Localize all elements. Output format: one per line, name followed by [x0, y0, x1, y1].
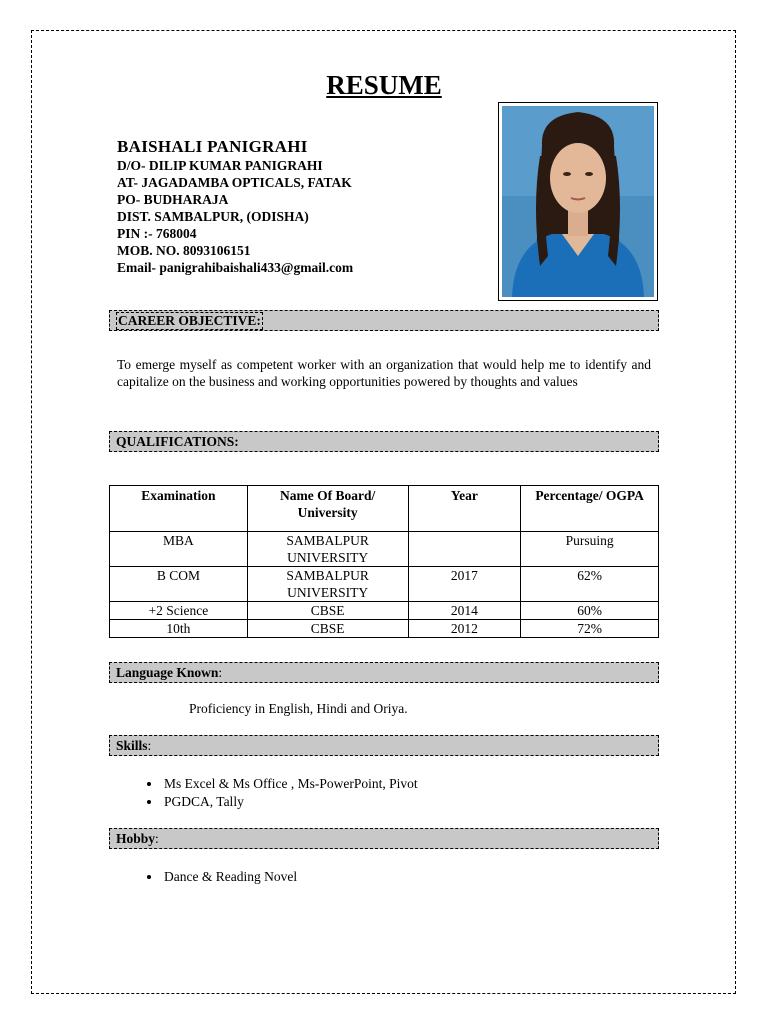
career-objective-header — [109, 310, 659, 331]
mobile-line: MOB. NO. 8093106151 — [117, 243, 251, 258]
language-label-wrap — [116, 665, 222, 681]
email-line: Email- panigrahibaishali433@gmail.com — [117, 260, 354, 275]
skills-header — [109, 735, 659, 756]
skills-label: Skills — [116, 738, 148, 753]
table-row — [110, 620, 659, 638]
list-item: • Ms Excel & Ms Office , Ms-PowerPoint, Pivot — [162, 775, 418, 793]
skills-list — [117, 775, 418, 811]
table-row — [110, 532, 659, 567]
address-line: AT- JAGADAMBA OPTICALS, FATAK — [117, 175, 352, 190]
list-item: • Dance & Reading Novel — [162, 868, 297, 886]
table-row — [110, 567, 659, 602]
resume-title: RESUME — [326, 70, 442, 100]
portrait-image — [502, 106, 654, 297]
hobby-list — [117, 868, 297, 886]
hobby-label-wrap — [116, 831, 159, 847]
cell-percentage: 60% — [521, 602, 659, 620]
career-objective-label: CAREER OBJECTIVE: — [118, 313, 261, 328]
hobby-header — [109, 828, 659, 849]
hobby-colon: : — [155, 831, 159, 846]
career-objective-text: To emerge myself as competent worker with an organization that would help me to identify and capitalize on the business and working opportunities powered by thoughts and values — [117, 357, 651, 389]
language-text: Proficiency in English, Hindi and Oriya. — [189, 701, 408, 716]
language-colon: : — [218, 665, 223, 680]
qualifications-table — [109, 485, 659, 638]
header-board: Name Of Board/ University — [247, 486, 408, 532]
candidate-name: BAISHALI PANIGRAHI — [117, 137, 308, 156]
parent-line: D/O- DILIP KUMAR PANIGRAHI — [117, 158, 323, 173]
district-line: DIST. SAMBALPUR, (ODISHA) — [117, 209, 309, 224]
skills-colon: : — [147, 738, 152, 753]
post-office-line: PO- BUDHARAJA — [117, 192, 229, 207]
cell-board: CBSE — [247, 620, 408, 638]
cell-year: 2017 — [408, 567, 521, 602]
pin-line: PIN :- 768004 — [117, 226, 197, 241]
cell-board: SAMBALPUR UNIVERSITY — [247, 532, 408, 567]
cell-board: CBSE — [247, 602, 408, 620]
language-header — [109, 662, 659, 683]
header-percentage: Percentage/ OGPA — [521, 486, 659, 532]
cell-board: SAMBALPUR UNIVERSITY — [247, 567, 408, 602]
cell-examination: 10th — [110, 620, 248, 638]
contact-details — [117, 157, 353, 276]
skills-label-wrap — [116, 738, 151, 754]
cell-examination: B COM — [110, 567, 248, 602]
list-item: • PGDCA, Tally — [162, 793, 418, 811]
cell-examination: +2 Science — [110, 602, 248, 620]
cell-percentage: 72% — [521, 620, 659, 638]
profile-photo — [498, 102, 658, 301]
qualifications-header — [109, 431, 659, 452]
cell-percentage: Pursuing — [521, 532, 659, 567]
table-row — [110, 602, 659, 620]
hobby-label: Hobby — [116, 831, 156, 846]
header-examination: Examination — [110, 486, 248, 532]
qualifications-label: QUALIFICATIONS: — [116, 434, 239, 449]
cell-year — [408, 532, 521, 567]
table-header-row — [110, 486, 659, 532]
cell-examination: MBA — [110, 532, 248, 567]
cell-year: 2012 — [408, 620, 521, 638]
header-year: Year — [408, 486, 521, 532]
language-label: Language Known — [116, 665, 219, 680]
cell-percentage: 62% — [521, 567, 659, 602]
cell-year: 2014 — [408, 602, 521, 620]
